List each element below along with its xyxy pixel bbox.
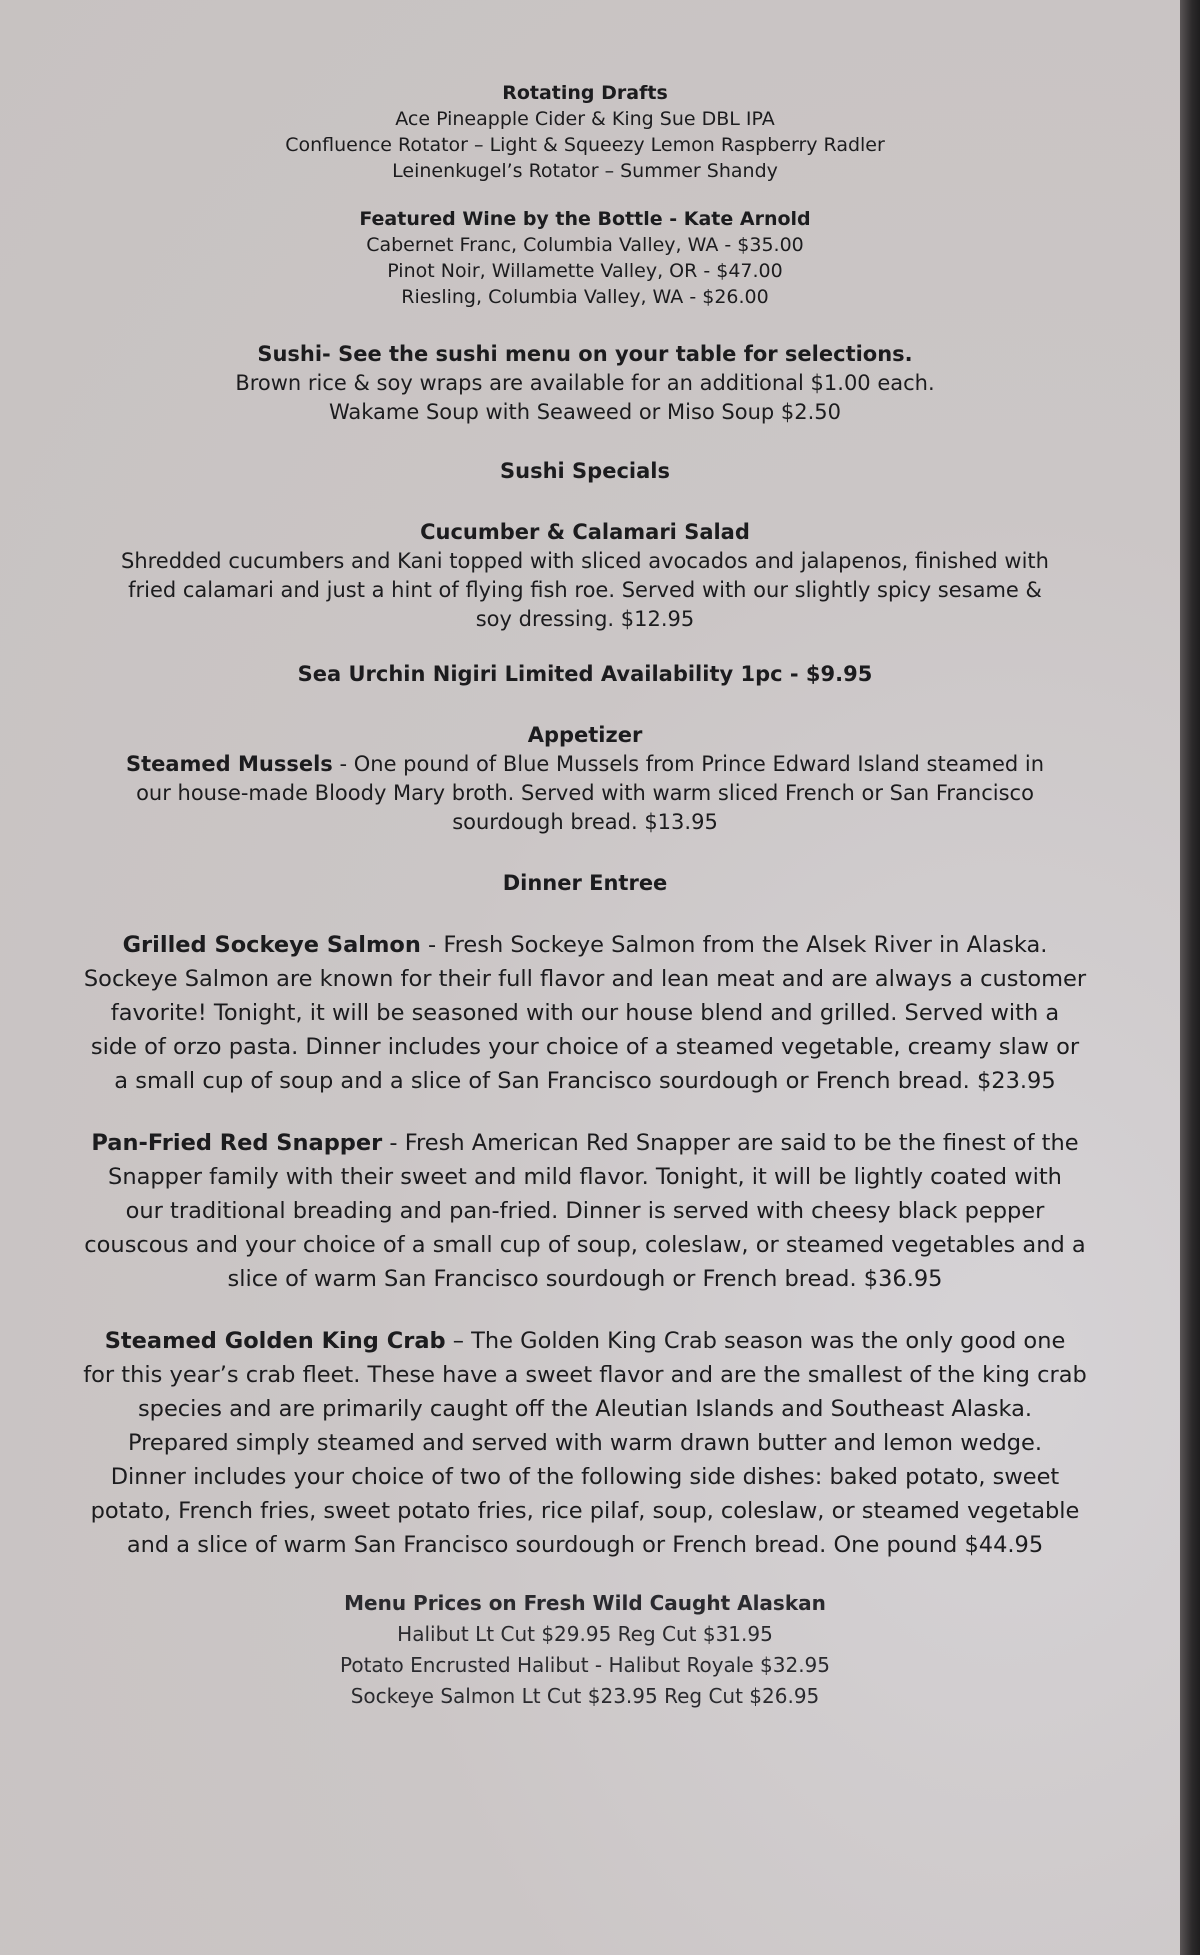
salmon-name: Grilled Sockeye Salmon: [122, 932, 421, 958]
menu-content: [60, 80, 1110, 1712]
crab-desc-line: potato, French fries, sweet potato fries, rice pilaf, soup, coleslaw, or steamed vegetable: [90, 1498, 1080, 1524]
halibut-title: Menu Prices on Fresh Wild Caught Alaskan: [344, 1591, 826, 1615]
halibut-section: [60, 1588, 1110, 1712]
featured-wine-title: Featured Wine by the Bottle - Kate Arnold: [359, 208, 811, 230]
dinner-section: [60, 869, 1110, 898]
crab-desc-line: for this year’s crab fleet. These have a sweet flavor and are the smallest of the king crab: [83, 1362, 1087, 1388]
appetizer-section: [60, 721, 1110, 837]
nigiri-title: Sea Urchin Nigiri Limited Availability 1pc - $9.95: [297, 662, 873, 686]
sushi-section: [60, 340, 1110, 427]
crab-name: Steamed Golden King Crab: [104, 1328, 446, 1354]
crab-item: [60, 1324, 1110, 1562]
sushi-specials-title: Sushi Specials: [500, 459, 670, 483]
salad-desc-line: fried calamari and just a hint of flying fish roe. Served with our slightly spicy sesame &: [128, 578, 1042, 602]
sushi-title: Sushi- See the sushi menu on your table for selections.: [257, 342, 913, 366]
rotating-drafts-title: Rotating Drafts: [502, 82, 668, 104]
dinner-title: Dinner Entree: [502, 871, 668, 895]
salad-desc-line: Shredded cucumbers and Kani topped with sliced avocados and jalapenos, finished with: [121, 549, 1049, 573]
salmon-desc: - Fresh Sockeye Salmon from the Alsek River in Alaska.: [420, 932, 1048, 958]
snapper-desc-line: our traditional breading and pan-fried. Dinner is served with cheesy black pepper: [125, 1198, 1045, 1224]
crab-desc-line: Prepared simply steamed and served with warm drawn butter and lemon wedge.: [127, 1430, 1043, 1456]
crab-line: [60, 1324, 1110, 1358]
sushi-specials-section: [60, 457, 1110, 486]
featured-wine-section: [60, 206, 1110, 310]
salmon-item: [60, 928, 1110, 1098]
mussels-line: [60, 750, 1110, 779]
snapper-line: [60, 1126, 1110, 1160]
salmon-desc-line: favorite! Tonight, it will be seasoned with our house blend and grilled. Served with a: [110, 1000, 1060, 1026]
halibut-item: Potato Encrusted Halibut - Halibut Royale $32.95: [340, 1653, 830, 1677]
snapper-desc: - Fresh American Red Snapper are said to be the finest of the: [382, 1130, 1079, 1156]
salmon-desc-line: a small cup of soup and a slice of San Francisco sourdough or French bread. $23.95: [114, 1068, 1056, 1094]
sushi-line: Brown rice & soy wraps are available for an additional $1.00 each.: [235, 371, 935, 395]
salmon-desc-line: side of orzo pasta. Dinner includes your choice of a steamed vegetable, creamy slaw or: [90, 1034, 1080, 1060]
sushi-line: Wakame Soup with Seaweed or Miso Soup $2.50: [328, 400, 842, 424]
wine-item: Pinot Noir, Willamette Valley, OR - $47.00: [387, 260, 783, 282]
mussels-desc-line: our house-made Bloody Mary broth. Served with warm sliced French or San Francisco: [136, 781, 1034, 805]
page-edge-shadow: [1180, 0, 1200, 1955]
halibut-item: Sockeye Salmon Lt Cut $23.95 Reg Cut $26.95: [350, 1684, 820, 1708]
snapper-desc-line: Snapper family with their sweet and mild flavor. Tonight, it will be lightly coated with: [108, 1164, 1062, 1190]
crab-desc: – The Golden King Crab season was the only good one: [445, 1328, 1066, 1354]
snapper-desc-line: couscous and your choice of a small cup of soup, coleslaw, or steamed vegetables and a: [84, 1232, 1086, 1258]
crab-desc-line: species and are primarily caught off the Aleutian Islands and Southeast Alaska.: [137, 1396, 1033, 1422]
crab-desc-line: and a slice of warm San Francisco sourdough or French bread. One pound $44.95: [126, 1532, 1044, 1558]
appetizer-title: Appetizer: [527, 723, 643, 747]
salmon-desc-line: Sockeye Salmon are known for their full flavor and lean meat and are always a customer: [83, 966, 1087, 992]
rotating-drafts-section: [60, 80, 1110, 184]
draft-item: Leinenkugel’s Rotator – Summer Shandy: [392, 160, 778, 182]
snapper-name: Pan-Fried Red Snapper: [91, 1130, 383, 1156]
nigiri-item: [60, 660, 1110, 689]
halibut-item: Halibut Lt Cut $29.95 Reg Cut $31.95: [397, 1622, 773, 1646]
snapper-desc-line: slice of warm San Francisco sourdough or French bread. $36.95: [227, 1266, 943, 1292]
salad-item: [60, 518, 1110, 634]
salad-desc-line: soy dressing. $12.95: [475, 607, 695, 631]
draft-item: Ace Pineapple Cider & King Sue DBL IPA: [395, 108, 775, 130]
mussels-desc: - One pound of Blue Mussels from Prince Edward Island steamed in: [332, 752, 1045, 776]
mussels-desc-line: sourdough bread. $13.95: [452, 810, 718, 834]
salad-title: Cucumber & Calamari Salad: [420, 520, 750, 544]
mussels-name: Steamed Mussels: [125, 752, 333, 776]
wine-item: Cabernet Franc, Columbia Valley, WA - $35.00: [366, 234, 804, 256]
salmon-line: [60, 928, 1110, 962]
crab-desc-line: Dinner includes your choice of two of the following side dishes: baked potato, sweet: [110, 1464, 1060, 1490]
snapper-item: [60, 1126, 1110, 1296]
wine-item: Riesling, Columbia Valley, WA - $26.00: [401, 286, 769, 308]
draft-item: Confluence Rotator – Light & Squeezy Lemon Raspberry Radler: [285, 134, 885, 156]
